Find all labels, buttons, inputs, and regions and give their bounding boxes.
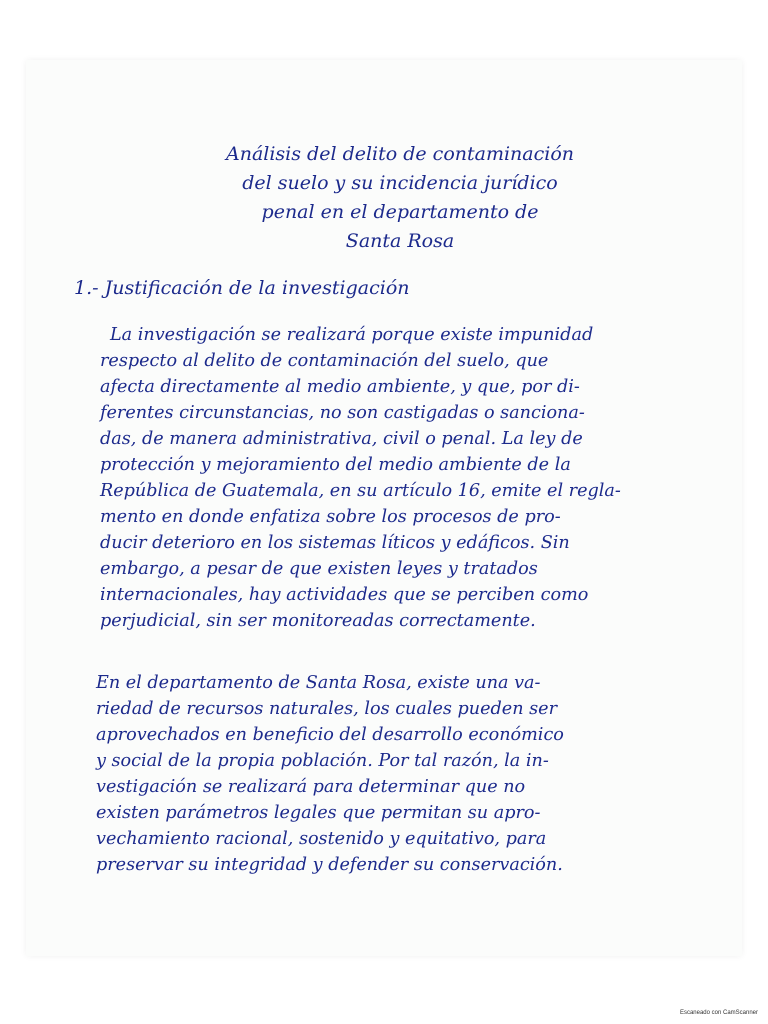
- text-line: vestigación se realizará para determinar que no: [96, 777, 526, 797]
- document-title: [200, 140, 600, 256]
- section-heading: 1.- Justificación de la investigación: [74, 277, 410, 299]
- text-line: preservar su integridad y defender su conservación.: [96, 855, 563, 875]
- title-line: del suelo y su incidencia jurídico: [242, 172, 558, 194]
- paragraph-santa-rosa: [96, 670, 696, 878]
- scanner-watermark: Escaneado con CamScanner: [679, 1010, 758, 1016]
- text-line: riedad de recursos naturales, los cuales pueden ser: [96, 699, 557, 719]
- text-line: perjudicial, sin ser monitoreadas correctamente.: [100, 611, 536, 631]
- text-line: En el departamento de Santa Rosa, existe una va-: [96, 673, 541, 693]
- text-line: ferentes circunstancias, no son castigadas o sanciona-: [100, 403, 585, 423]
- text-line: aprovechados en beneficio del desarrollo económico: [96, 725, 564, 745]
- title-line: Análisis del delito de contaminación: [225, 143, 575, 165]
- text-line: República de Guatemala, en su artículo 16, emite el regla-: [100, 481, 621, 501]
- text-line: respecto al delito de contaminación del suelo, que: [100, 351, 549, 371]
- text-line: y social de la propia población. Por tal razón, la in-: [96, 751, 549, 771]
- text-line: embargo, a pesar de que existen leyes y tratados: [100, 559, 538, 579]
- title-line: penal en el departamento de: [261, 201, 539, 223]
- text-line: protección y mejoramiento del medio ambiente de la: [100, 455, 571, 475]
- title-line: Santa Rosa: [345, 230, 455, 252]
- text-line: internacionales, hay actividades que se perciben como: [100, 585, 589, 605]
- text-line: mento en donde enfatiza sobre los procesos de pro-: [100, 507, 561, 527]
- text-line: afecta directamente al medio ambiente, y que, por di-: [100, 377, 580, 397]
- paragraph-justification: [100, 322, 700, 634]
- text-line: existen parámetros legales que permitan su apro-: [96, 803, 541, 823]
- text-line: ducir deterioro en los sistemas líticos y edáficos. Sin: [100, 533, 570, 553]
- text-line: La investigación se realizará porque existe impunidad: [110, 325, 594, 345]
- text-line: das, de manera administrativa, civil o penal. La ley de: [100, 429, 583, 449]
- text-line: vechamiento racional, sostenido y equitativo, para: [96, 829, 547, 849]
